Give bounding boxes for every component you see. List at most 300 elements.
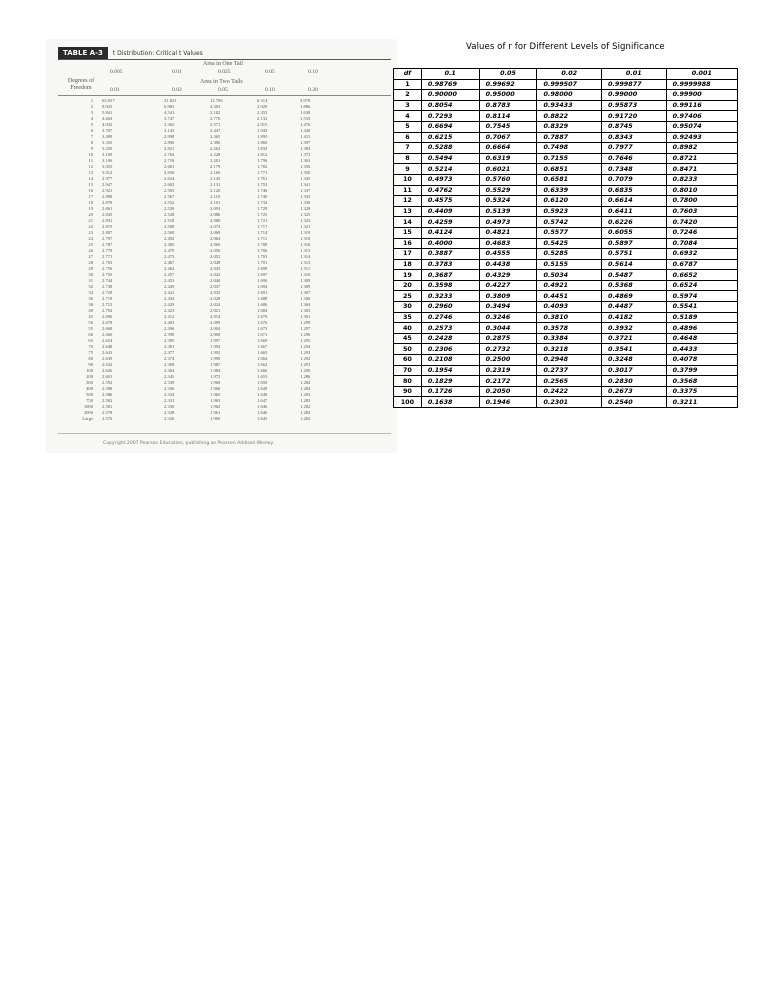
r-value-cell: 0.6339 [537, 185, 602, 196]
t-row-df: 27 [88, 254, 93, 259]
r-value-cell: 0.4182 [602, 312, 667, 323]
two-tail-caption: Area in Two Tails [200, 79, 243, 85]
r-value-cell: 0.5760 [479, 174, 537, 185]
table-row [394, 238, 738, 249]
r-value-cell: 0.5368 [602, 280, 667, 291]
r-value-cell: 0.4821 [479, 227, 537, 238]
t-row-value: 2.819 [102, 224, 113, 229]
t-row-value: 1.415 [300, 134, 311, 139]
r-value-cell: 0.7887 [537, 132, 602, 143]
r-value-cell: 0.6851 [537, 164, 602, 175]
r-value-cell: 0.92493 [666, 132, 737, 143]
t-row-value: 2.690 [102, 314, 113, 319]
t-row-value: 2.374 [164, 356, 175, 361]
r-value-cell: 0.2319 [479, 365, 537, 376]
r-value-cell: 0.4433 [666, 344, 737, 355]
r-value-cell: 0.6021 [479, 164, 537, 175]
df-cell: 80 [394, 376, 422, 387]
t-row-value: 3.355 [102, 140, 113, 145]
t-row-value: 12.706 [210, 98, 223, 103]
t-row-value: 1.729 [257, 206, 268, 211]
t-row-value: 2.479 [164, 248, 175, 253]
r-value-cell: 0.3799 [666, 365, 737, 376]
table-row [394, 164, 738, 175]
t-row-value: 1.684 [257, 308, 268, 313]
table-row [394, 344, 738, 355]
r-value-cell: 0.8721 [666, 153, 737, 164]
t-row-df: 15 [88, 182, 93, 187]
table-row [394, 227, 738, 238]
t-row-value: 2.586 [102, 392, 113, 397]
r-value-cell: 0.7084 [666, 238, 737, 249]
t-row-df: 2000 [83, 410, 93, 415]
r-value-cell: 0.5034 [537, 270, 602, 281]
t-row-value: 1.653 [257, 374, 268, 379]
t-row-value: 4.032 [102, 122, 113, 127]
one-tail-alpha: 0.01 [172, 69, 182, 75]
t-row-value: 2.719 [102, 296, 113, 301]
t-row-value: 1.721 [257, 218, 268, 223]
t-row-df: 25 [88, 242, 93, 247]
r-table-title: Values of r for Different Levels of Significance [466, 42, 665, 52]
t-row-value: 1.966 [210, 386, 221, 391]
t-row-value: 2.064 [210, 236, 221, 241]
r-value-cell: 0.4487 [602, 302, 667, 313]
r-value-cell: 0.98769 [421, 79, 479, 90]
t-row-df: 55 [88, 326, 93, 331]
r-value-cell: 0.2306 [421, 344, 479, 355]
t-row-value: 2.797 [102, 236, 113, 241]
t-row-df: 70 [88, 344, 93, 349]
r-table-body [394, 79, 738, 407]
t-row-value: 2.861 [102, 206, 113, 211]
t-row-value: 2.583 [164, 188, 175, 193]
r-value-cell: 0.3721 [602, 333, 667, 344]
t-row-df: 8 [90, 140, 93, 145]
r-value-cell: 0.7293 [421, 111, 479, 122]
table-title: t Distribution: Critical t Values [112, 49, 203, 57]
t-row-value: 2.330 [164, 404, 175, 409]
r-value-cell: 0.2428 [421, 333, 479, 344]
significance-header: 0.001 [666, 69, 737, 80]
t-row-df: 1 [90, 98, 93, 103]
t-row-value: 2.750 [102, 272, 113, 277]
r-value-cell: 0.99116 [666, 100, 737, 111]
t-row-value: 2.032 [210, 290, 221, 295]
t-row-value: 1.717 [257, 224, 268, 229]
t-distribution-table-panel [47, 40, 396, 452]
t-row-df: 24 [88, 236, 93, 241]
t-row-value: 2.744 [102, 278, 113, 283]
r-value-cell: 0.6226 [602, 217, 667, 228]
t-row-value: 1.440 [300, 128, 311, 133]
t-row-value: 2.601 [102, 374, 113, 379]
r-value-cell: 0.99000 [602, 90, 667, 101]
df-cell: 4 [394, 111, 422, 122]
r-value-cell: 0.3541 [602, 344, 667, 355]
r-value-cell: 0.2948 [537, 355, 602, 366]
t-row-value: 2.345 [164, 374, 175, 379]
t-row-value: 2.069 [210, 230, 221, 235]
t-row-value: 2.457 [164, 272, 175, 277]
r-value-cell: 0.1638 [421, 397, 479, 408]
t-row-value: 2.262 [210, 146, 221, 151]
r-value-cell: 0.5541 [666, 302, 737, 313]
t-row-value: 1.669 [257, 338, 268, 343]
t-row-value: 6.965 [164, 104, 175, 109]
t-row-value: 2.403 [164, 320, 175, 325]
t-row-value: 2.921 [102, 188, 113, 193]
t-row-value: 2.831 [102, 218, 113, 223]
t-row-value: 2.028 [210, 296, 221, 301]
df-cell: 1 [394, 79, 422, 90]
r-value-cell: 0.6835 [602, 185, 667, 196]
r-value-cell: 0.5923 [537, 206, 602, 217]
r-value-cell: 0.2422 [537, 386, 602, 397]
r-value-cell: 0.7067 [479, 132, 537, 143]
t-row-df: 10 [88, 152, 93, 157]
t-row-value: 1.476 [300, 122, 311, 127]
t-row-value: 1.311 [300, 266, 311, 271]
t-row-value: 1.292 [300, 356, 311, 361]
t-row-value: 1.350 [300, 170, 311, 175]
t-row-df: 100 [86, 368, 93, 373]
r-value-cell: 0.99692 [479, 79, 537, 90]
table-row [394, 365, 738, 376]
df-cell: 70 [394, 365, 422, 376]
r-value-cell: 0.2540 [602, 397, 667, 408]
r-value-cell: 0.5155 [537, 259, 602, 270]
t-row-value: 1.740 [257, 194, 268, 199]
r-value-cell: 0.4438 [479, 259, 537, 270]
r-value-cell: 0.999877 [602, 79, 667, 90]
t-row-value: 1.725 [257, 212, 268, 217]
t-row-df: 80 [88, 356, 93, 361]
t-row-value: 3.182 [210, 110, 221, 115]
t-row-df: 36 [88, 296, 93, 301]
table-row [394, 249, 738, 260]
t-row-value: 1.708 [257, 242, 268, 247]
df-cell: 100 [394, 397, 422, 408]
t-row-value: 2.160 [210, 170, 221, 175]
t-row-value: 2.048 [210, 260, 221, 265]
r-value-cell: 0.7079 [602, 174, 667, 185]
t-row-value: 2.678 [102, 320, 113, 325]
r-value-cell: 0.4869 [602, 291, 667, 302]
r-value-cell: 0.3810 [537, 312, 602, 323]
t-row-value: 2.704 [102, 308, 113, 313]
table-row [394, 100, 738, 111]
table-row [394, 302, 738, 313]
t-row-value: 1.984 [210, 368, 221, 373]
t-row-value: 2.712 [102, 302, 113, 307]
table-row [394, 270, 738, 281]
t-row-value: 3.499 [102, 134, 113, 139]
t-row-value: 2.131 [210, 182, 221, 187]
table-row [394, 259, 738, 270]
t-row-value: 2.449 [164, 284, 175, 289]
t-row-value: 1.667 [257, 344, 268, 349]
t-row-value: 2.582 [102, 398, 113, 403]
t-row-value: 1.296 [300, 332, 311, 337]
t-row-df: 1000 [83, 404, 93, 409]
r-value-cell: 0.2673 [602, 386, 667, 397]
t-row-value: 1.761 [257, 176, 268, 181]
r-value-cell: 0.5288 [421, 143, 479, 154]
t-row-value: 1.665 [257, 350, 268, 355]
t-row-df: 9 [90, 146, 93, 151]
t-row-df: 13 [88, 170, 93, 175]
t-row-value: 1.294 [300, 344, 311, 349]
r-value-cell: 0.1726 [421, 386, 479, 397]
r-value-cell: 0.4259 [421, 217, 479, 228]
t-row-value: 2.390 [164, 332, 175, 337]
r-value-cell: 0.6694 [421, 121, 479, 132]
t-row-value: 2.588 [102, 386, 113, 391]
t-row-value: 31.821 [164, 98, 177, 103]
t-row-value: 1.688 [257, 296, 268, 301]
t-row-value: 2.473 [164, 254, 175, 259]
two-tail-alpha: 0.02 [172, 87, 182, 93]
t-row-value: 2.326 [164, 416, 175, 421]
t-row-value: 1.318 [300, 236, 311, 241]
r-value-cell: 0.6120 [537, 196, 602, 207]
r-value-cell: 0.1829 [421, 376, 479, 387]
t-row-value: 2.412 [164, 314, 175, 319]
t-row-value: 1.646 [257, 404, 268, 409]
one-tail-alpha: 0.005 [110, 69, 123, 75]
t-row-value: 2.334 [164, 392, 175, 397]
df-cell: 17 [394, 249, 422, 260]
t-row-value: 2.396 [164, 326, 175, 331]
r-value-cell: 0.4973 [421, 174, 479, 185]
r-value-cell: 0.8329 [537, 121, 602, 132]
t-row-value: 1.796 [257, 158, 268, 163]
t-row-df: 11 [88, 158, 93, 163]
significance-header: 0.1 [421, 69, 479, 80]
table-row [394, 397, 738, 408]
t-row-value: 2.042 [210, 272, 221, 277]
t-row-value: 1.961 [210, 410, 221, 415]
t-row-value: 1.323 [300, 218, 311, 223]
t-row-value: 1.679 [257, 314, 268, 319]
r-value-cell: 0.91720 [602, 111, 667, 122]
t-row-value: 2.763 [102, 260, 113, 265]
t-row-value: 1.372 [300, 152, 311, 157]
r-value-cell: 0.4921 [537, 280, 602, 291]
t-row-df: 40 [88, 308, 93, 313]
t-row-value: 2.728 [102, 290, 113, 295]
r-value-cell: 0.4762 [421, 185, 479, 196]
t-row-value: 2.898 [102, 194, 113, 199]
t-row-value: 1.671 [257, 332, 268, 337]
r-value-cell: 0.4973 [479, 217, 537, 228]
t-row-value: 2.368 [164, 362, 175, 367]
r-value-cell: 0.5974 [666, 291, 737, 302]
t-row-value: 1.647 [257, 398, 268, 403]
r-value-cell: 0.3932 [602, 323, 667, 334]
t-row-value: 2.015 [257, 122, 268, 127]
t-row-df: 12 [88, 164, 93, 169]
t-row-df: 3 [90, 110, 93, 115]
table-row [394, 196, 738, 207]
r-value-cell: 0.5529 [479, 185, 537, 196]
r-value-cell: 0.6581 [537, 174, 602, 185]
t-row-df: 300 [86, 380, 93, 385]
t-row-value: 2.779 [102, 248, 113, 253]
t-row-value: 2.654 [102, 338, 113, 343]
r-value-cell: 0.3375 [666, 386, 737, 397]
t-row-value: 1.782 [257, 164, 268, 169]
t-row-value: 1.345 [300, 176, 311, 181]
r-value-cell: 0.4575 [421, 196, 479, 207]
t-row-value: 2.650 [164, 170, 175, 175]
t-table-body [47, 40, 396, 452]
r-value-cell: 0.2573 [421, 323, 479, 334]
t-row-value: 2.145 [210, 176, 221, 181]
r-value-cell: 0.97406 [666, 111, 737, 122]
t-row-value: 1.304 [300, 302, 311, 307]
t-row-value: 2.977 [102, 176, 113, 181]
r-value-cell: 0.3887 [421, 249, 479, 260]
r-value-cell: 0.6319 [479, 153, 537, 164]
r-value-cell: 0.5487 [602, 270, 667, 281]
t-row-df: 34 [88, 290, 93, 295]
t-row-value: 2.086 [210, 212, 221, 217]
t-row-value: 2.648 [102, 344, 113, 349]
df-cell: 35 [394, 312, 422, 323]
t-row-value: 1.383 [300, 146, 311, 151]
two-tail-alpha: 0.20 [308, 87, 318, 93]
r-value-cell: 0.7498 [537, 143, 602, 154]
t-row-value: 2.339 [164, 380, 175, 385]
r-value-cell: 0.3384 [537, 333, 602, 344]
t-row-df: 22 [88, 224, 93, 229]
t-row-value: 1.284 [300, 386, 311, 391]
t-row-value: 5.841 [102, 110, 113, 115]
t-row-df: 65 [88, 338, 93, 343]
t-row-value: 1.771 [257, 170, 268, 175]
df-cell: 15 [394, 227, 422, 238]
r-value-cell: 0.7155 [537, 153, 602, 164]
t-row-value: 3.250 [102, 146, 113, 151]
table-row [394, 217, 738, 228]
table-row [394, 132, 738, 143]
t-row-value: 2.052 [210, 254, 221, 259]
t-row-df: 400 [86, 386, 93, 391]
t-row-value: 2.024 [210, 302, 221, 307]
t-row-df: Large [82, 416, 93, 421]
df-header: df [394, 69, 422, 80]
t-row-value: 1.282 [300, 416, 311, 421]
degrees-of-freedom-label: Degrees of Freedom [67, 78, 95, 91]
r-value-cell: 0.4078 [666, 355, 737, 366]
t-row-value: 1.886 [300, 104, 311, 109]
table-row [394, 291, 738, 302]
r-value-cell: 0.5139 [479, 206, 537, 217]
t-row-value: 1.833 [257, 146, 268, 151]
t-row-value: 1.812 [257, 152, 268, 157]
t-row-value: 3.078 [300, 98, 311, 103]
one-tail-alpha: 0.05 [265, 69, 275, 75]
t-row-df: 30 [88, 272, 93, 277]
r-value-cell: 0.5189 [666, 312, 737, 323]
t-row-value: 1.992 [210, 350, 221, 355]
r-table-header-row [394, 69, 738, 80]
t-row-value: 2.021 [210, 308, 221, 313]
t-row-value: 2.576 [102, 416, 113, 421]
table-row [394, 79, 738, 90]
t-row-value: 3.707 [102, 128, 113, 133]
r-value-cell: 0.3246 [479, 312, 537, 323]
table-row [394, 206, 738, 217]
r-value-cell: 0.5577 [537, 227, 602, 238]
r-value-cell: 0.6664 [479, 143, 537, 154]
r-value-cell: 0.99900 [666, 90, 737, 101]
t-row-value: 1.696 [257, 278, 268, 283]
table-row [394, 333, 738, 344]
table-row [394, 143, 738, 154]
df-cell: 45 [394, 333, 422, 344]
t-row-value: 1.648 [257, 392, 268, 397]
table-row [394, 280, 738, 291]
t-row-value: 1.337 [300, 188, 311, 193]
t-row-value: 2.787 [102, 242, 113, 247]
t-row-value: 3.012 [102, 170, 113, 175]
t-row-value: 1.714 [257, 230, 268, 235]
t-row-value: 1.293 [300, 350, 311, 355]
t-row-value: 2.080 [210, 218, 221, 223]
t-row-value: 1.746 [257, 188, 268, 193]
t-row-value: 1.321 [300, 224, 311, 229]
t-row-value: 1.962 [210, 404, 221, 409]
t-row-df: 7 [90, 134, 93, 139]
t-row-value: 2.385 [164, 338, 175, 343]
r-value-cell: 0.4227 [479, 280, 537, 291]
t-row-value: 1.943 [257, 128, 268, 133]
r-value-cell: 0.4555 [479, 249, 537, 260]
table-row [394, 185, 738, 196]
t-row-value: 1.397 [300, 140, 311, 145]
t-row-df: 750 [86, 398, 93, 403]
t-row-value: 1.645 [257, 416, 268, 421]
t-row-value: 1.660 [257, 368, 268, 373]
r-value-cell: 0.2301 [537, 397, 602, 408]
t-row-value: 2.571 [210, 122, 221, 127]
r-value-cell: 0.3211 [666, 397, 737, 408]
r-value-cell: 0.3809 [479, 291, 537, 302]
r-value-cell: 0.8114 [479, 111, 537, 122]
t-row-value: 1.283 [300, 398, 311, 403]
r-value-cell: 0.6411 [602, 206, 667, 217]
r-value-cell: 0.3687 [421, 270, 479, 281]
t-row-value: 2.756 [102, 266, 113, 271]
r-value-cell: 0.4683 [479, 238, 537, 249]
r-value-cell: 0.4896 [666, 323, 737, 334]
r-value-cell: 0.3598 [421, 280, 479, 291]
t-row-value: 1.307 [300, 290, 311, 295]
t-row-df: 200 [86, 374, 93, 379]
t-row-df: 2 [90, 104, 93, 109]
r-value-cell: 0.2732 [479, 344, 537, 355]
t-row-value: 2.045 [210, 266, 221, 271]
t-row-value: 2.492 [164, 236, 175, 241]
t-row-value: 2.738 [102, 284, 113, 289]
t-row-df: 6 [90, 128, 93, 133]
t-row-value: 1.997 [210, 338, 221, 343]
r-value-cell: 0.95074 [666, 121, 737, 132]
df-cell: 6 [394, 132, 422, 143]
